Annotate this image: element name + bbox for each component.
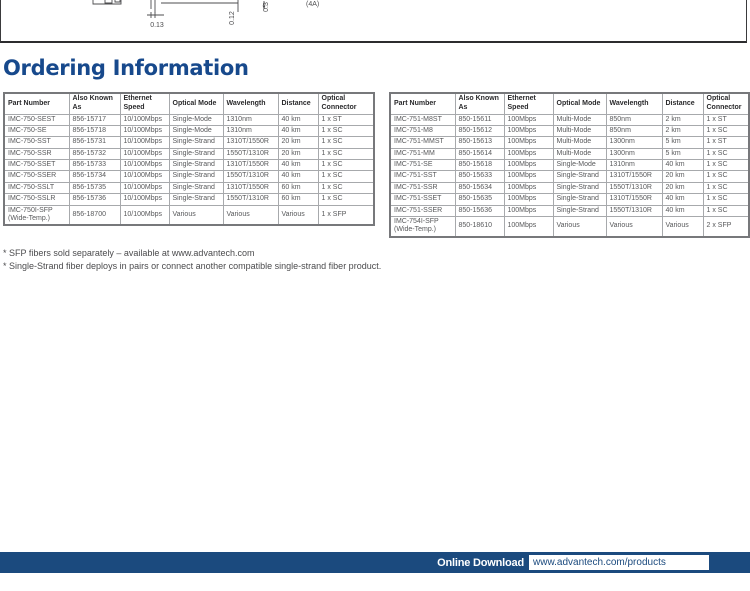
column-header: Optical Connector: [703, 93, 749, 114]
table-cell: IMC-750-SSLT: [4, 182, 69, 193]
table-cell: 20 km: [278, 137, 318, 148]
table-cell: 100Mbps: [504, 148, 553, 159]
column-header: Ethernet Speed: [504, 93, 553, 114]
dimension-label: 0.13: [150, 22, 164, 29]
table-cell: 1 x SC: [318, 125, 374, 136]
footnote-sfp: * SFP fibers sold separately – available at www.advantech.com: [3, 248, 255, 258]
table-cell: 850-15635: [455, 194, 504, 205]
table-row: [4, 205, 374, 225]
table-row: [4, 194, 374, 205]
table-cell: 1310T/1550R: [606, 171, 662, 182]
table-cell: 100Mbps: [504, 171, 553, 182]
table-cell: 856-15733: [69, 160, 120, 171]
table-cell: 1 x SC: [318, 137, 374, 148]
table-row: [390, 217, 749, 237]
table-cell: 2 km: [662, 125, 703, 136]
table-cell: 850-15612: [455, 125, 504, 136]
table-cell: 850nm: [606, 114, 662, 125]
table-row: [390, 125, 749, 136]
table-cell: 1310nm: [223, 114, 278, 125]
table-row: [4, 114, 374, 125]
table-cell: IMC-750I-SFP (Wide-Temp.): [4, 205, 69, 225]
dimension-label: 0.12: [229, 11, 236, 25]
table-cell: 1 x SC: [318, 171, 374, 182]
table-cell: 850nm: [606, 125, 662, 136]
table-cell: 1 x SC: [318, 148, 374, 159]
table-cell: 40 km: [278, 171, 318, 182]
table-cell: 1310nm: [223, 125, 278, 136]
ordering-table-imc-751: [389, 92, 750, 238]
table-cell: 100Mbps: [504, 114, 553, 125]
footnotes: [3, 247, 389, 273]
table-cell: 100Mbps: [504, 137, 553, 148]
table-cell: 1310nm: [606, 160, 662, 171]
table-cell: 5 km: [662, 148, 703, 159]
table-cell: 1550T/1310R: [606, 182, 662, 193]
table-cell: 1 x SC: [703, 205, 749, 216]
table-cell: 1300nm: [606, 148, 662, 159]
table-cell: 40 km: [278, 114, 318, 125]
table-cell: 100Mbps: [504, 217, 553, 237]
table-cell: IMC-751-SSER: [390, 205, 455, 216]
mechanical-drawing-box: [0, 0, 747, 43]
table-row: [390, 205, 749, 216]
table-cell: 10/100Mbps: [120, 205, 169, 225]
table-cell: 856-15732: [69, 148, 120, 159]
table-row: [390, 148, 749, 159]
table-cell: 850-15634: [455, 182, 504, 193]
table-cell: IMC-750-SSR: [4, 148, 69, 159]
column-header: Wavelength: [223, 93, 278, 114]
table-cell: 40 km: [662, 160, 703, 171]
table-cell: 10/100Mbps: [120, 137, 169, 148]
table-cell: 856-18700: [69, 205, 120, 225]
table-cell: 40 km: [662, 194, 703, 205]
table-cell: Multi-Mode: [553, 148, 606, 159]
table-cell: 1 x ST: [703, 137, 749, 148]
table-cell: 1550T/1310R: [223, 171, 278, 182]
table-cell: 20 km: [278, 148, 318, 159]
table-cell: 1 x SC: [318, 160, 374, 171]
column-header: Also Known As: [455, 93, 504, 114]
table-cell: Multi-Mode: [553, 114, 606, 125]
table-cell: IMC-751-SSET: [390, 194, 455, 205]
drawing-callout-label: (4A): [306, 1, 320, 8]
table-cell: 10/100Mbps: [120, 182, 169, 193]
table-row: [4, 148, 374, 159]
page-title: Ordering Information: [3, 56, 249, 80]
table-row: [390, 137, 749, 148]
table-cell: 1310T/1550R: [223, 137, 278, 148]
table-cell: 1 x SC: [703, 160, 749, 171]
table-cell: 60 km: [278, 194, 318, 205]
table-cell: Single-Strand: [553, 194, 606, 205]
table-cell: 850-15614: [455, 148, 504, 159]
table-cell: 850-15636: [455, 205, 504, 216]
ordering-table-imc-750: [3, 92, 375, 226]
table-cell: IMC-750-SSER: [4, 171, 69, 182]
table-cell: 1 x SC: [703, 125, 749, 136]
table-cell: 1 x SFP: [318, 205, 374, 225]
table-cell: 1 x SC: [703, 148, 749, 159]
table-cell: 60 km: [278, 182, 318, 193]
table-cell: 100Mbps: [504, 205, 553, 216]
table-cell: 10/100Mbps: [120, 160, 169, 171]
table-cell: 856-15736: [69, 194, 120, 205]
table-cell: 856-15717: [69, 114, 120, 125]
dimension-label: 0.3: [263, 2, 270, 12]
table-row: [390, 114, 749, 125]
column-header: Optical Mode: [169, 93, 223, 114]
table-cell: 1 x SC: [703, 194, 749, 205]
table-cell: Various: [553, 217, 606, 237]
table-cell: IMC-750-SST: [4, 137, 69, 148]
table-cell: 40 km: [662, 205, 703, 216]
table-cell: 10/100Mbps: [120, 114, 169, 125]
table-cell: 100Mbps: [504, 160, 553, 171]
table-cell: 1 x ST: [318, 114, 374, 125]
table-cell: Single-Mode: [553, 160, 606, 171]
table-cell: Multi-Mode: [553, 137, 606, 148]
table-cell: 10/100Mbps: [120, 194, 169, 205]
table-cell: Single-Strand: [169, 171, 223, 182]
table-cell: Various: [223, 205, 278, 225]
online-download-label: Online Download: [437, 556, 524, 569]
table-row: [4, 171, 374, 182]
table-cell: 1 x SC: [318, 194, 374, 205]
table-row: [390, 171, 749, 182]
table-cell: 850-15613: [455, 137, 504, 148]
table-row: [4, 137, 374, 148]
footnote-single-strand: * Single-Strand fiber deploys in pairs or connect another compatible single-strand fiber product.: [3, 261, 382, 271]
table-cell: 2 x SFP: [703, 217, 749, 237]
table-cell: IMC-751-MMST: [390, 137, 455, 148]
table-cell: 2 km: [662, 114, 703, 125]
table-cell: Various: [662, 217, 703, 237]
table-cell: 100Mbps: [504, 182, 553, 193]
table-cell: IMC-751-M8: [390, 125, 455, 136]
table-cell: Single-Strand: [169, 194, 223, 205]
table-cell: Single-Strand: [553, 205, 606, 216]
online-download-url[interactable]: www.advantech.com/products: [533, 557, 666, 568]
table-cell: IMC-750-SE: [4, 125, 69, 136]
table-cell: Single-Strand: [169, 137, 223, 148]
table-cell: 10/100Mbps: [120, 125, 169, 136]
column-header: Optical Connector: [318, 93, 374, 114]
table-cell: 1 x SC: [318, 182, 374, 193]
table-cell: 1310T/1550R: [223, 160, 278, 171]
table-cell: 1300nm: [606, 137, 662, 148]
column-header: Optical Mode: [553, 93, 606, 114]
footer-bar: [0, 552, 750, 573]
table-cell: 1550T/1310R: [223, 194, 278, 205]
header-row: [390, 93, 749, 114]
table-cell: 10/100Mbps: [120, 148, 169, 159]
table-cell: Various: [278, 205, 318, 225]
table-cell: IMC-751-SSR: [390, 182, 455, 193]
table-cell: 40 km: [278, 160, 318, 171]
table-cell: 850-18610: [455, 217, 504, 237]
table-cell: 1 x ST: [703, 114, 749, 125]
table-cell: 856-15731: [69, 137, 120, 148]
table-cell: 1310T/1550R: [606, 194, 662, 205]
table-cell: 20 km: [662, 171, 703, 182]
table-row: [4, 125, 374, 136]
table-cell: Single-Strand: [169, 160, 223, 171]
table-cell: IMC-750-SSLR: [4, 194, 69, 205]
table-row: [390, 160, 749, 171]
table-row: [4, 182, 374, 193]
mechanical-drawing: [1, 0, 746, 41]
table-cell: Various: [606, 217, 662, 237]
table-cell: Various: [169, 205, 223, 225]
table-cell: IMC-751-M8ST: [390, 114, 455, 125]
column-header: Ethernet Speed: [120, 93, 169, 114]
table-cell: 856-15735: [69, 182, 120, 193]
table-cell: Single-Mode: [169, 125, 223, 136]
table-cell: IMC-750-SEST: [4, 114, 69, 125]
column-header: Wavelength: [606, 93, 662, 114]
table-row: [390, 194, 749, 205]
table-cell: 1 x SC: [703, 171, 749, 182]
table-cell: Single-Strand: [169, 148, 223, 159]
table-cell: Single-Strand: [553, 182, 606, 193]
column-header: Part Number: [4, 93, 69, 114]
table-cell: IMC-750-SSET: [4, 160, 69, 171]
table-cell: 40 km: [278, 125, 318, 136]
table-cell: Single-Strand: [553, 171, 606, 182]
online-download-url-box[interactable]: [529, 555, 709, 570]
table-cell: Multi-Mode: [553, 125, 606, 136]
table-cell: 100Mbps: [504, 125, 553, 136]
table-row: [390, 182, 749, 193]
table-cell: IMC-751-SE: [390, 160, 455, 171]
table-cell: 856-15734: [69, 171, 120, 182]
table-cell: 20 km: [662, 182, 703, 193]
header-row: [4, 93, 374, 114]
column-header: Also Known As: [69, 93, 120, 114]
table-cell: 10/100Mbps: [120, 171, 169, 182]
table-cell: 850-15618: [455, 160, 504, 171]
table-cell: 856-15718: [69, 125, 120, 136]
table-cell: 850-15611: [455, 114, 504, 125]
column-header: Distance: [662, 93, 703, 114]
table-cell: 1310T/1550R: [223, 182, 278, 193]
table-cell: 850-15633: [455, 171, 504, 182]
column-header: Part Number: [390, 93, 455, 114]
table-cell: 5 km: [662, 137, 703, 148]
table-cell: IMC-751-MM: [390, 148, 455, 159]
table-cell: 1550T/1310R: [606, 205, 662, 216]
table-cell: 1 x SC: [703, 182, 749, 193]
table-cell: IMC-751-SST: [390, 171, 455, 182]
table-row: [4, 160, 374, 171]
table-cell: 100Mbps: [504, 194, 553, 205]
table-cell: Single-Strand: [169, 182, 223, 193]
table-cell: Single-Mode: [169, 114, 223, 125]
table-cell: 1550T/1310R: [223, 148, 278, 159]
table-cell: IMC-754I-SFP (Wide-Temp.): [390, 217, 455, 237]
column-header: Distance: [278, 93, 318, 114]
